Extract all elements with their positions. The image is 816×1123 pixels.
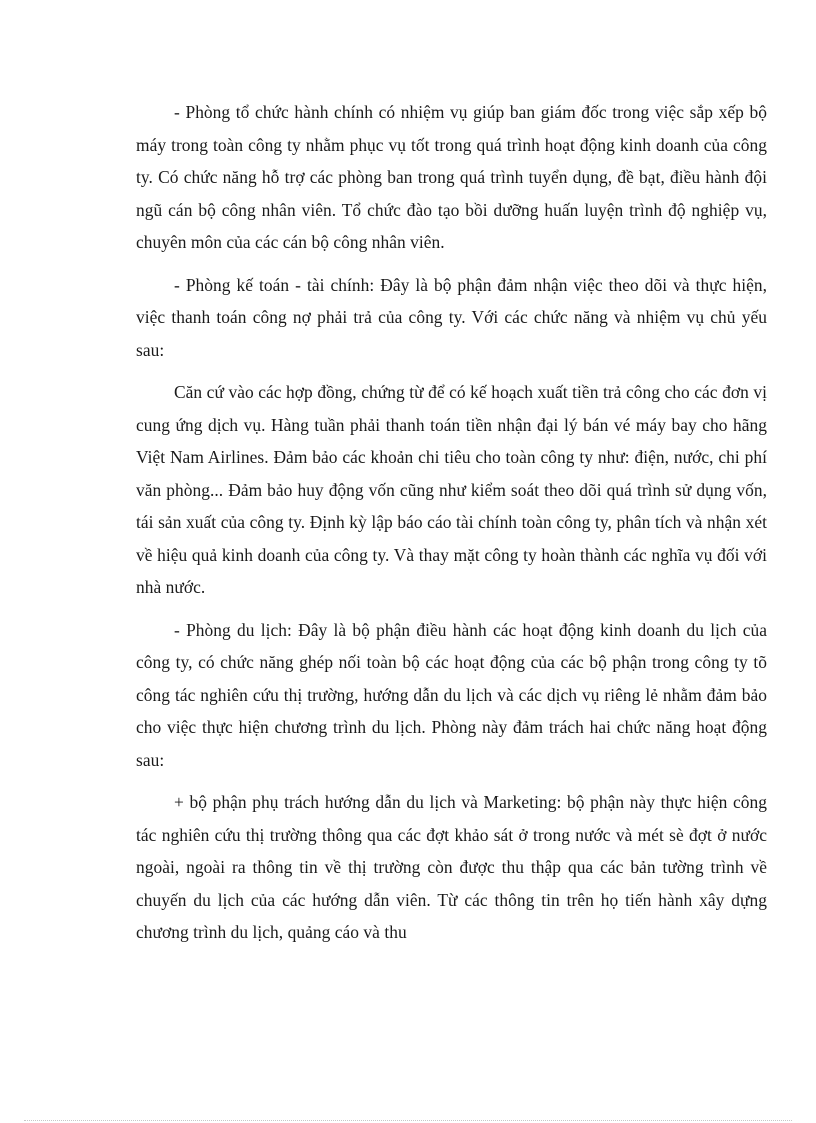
paragraph-accounting-department: - Phòng kế toán - tài chính: Đây là bộ phận đảm nhận việc theo dõi và thực hiện, việc thanh toán công nợ phải trả của công ty. Với các chức năng và nhiệm vụ chủ yếu sau: xyxy=(136,274,767,360)
paragraph-accounting-duties: Căn cứ vào các hợp đồng, chứng từ để có kế hoạch xuất tiền trả công cho các đơn vị cung ứng dịch vụ. Hàng tuần phải thanh toán tiền nhận đại lý bán vé máy bay cho hãng Việt Nam Airlines. Đảm bảo các khoản chi tiêu cho toàn công ty như: điện, nước, chi phí văn phòng... Đảm bảo huy động vốn cũng như kiểm soát theo dõi quá trình sử dụng vốn, tái sản xuất của công ty. Định kỳ lập báo cáo tài chính toàn công ty, phân tích và nhận xét về hiệu quả kinh doanh của công ty. Và thay mặt công ty hoàn thành các nghĩa vụ đối với nhà nước. xyxy=(136,382,767,597)
document-page xyxy=(136,96,767,959)
paragraph-guide-marketing: + bộ phận phụ trách hướng dẫn du lịch và Marketing: bộ phận này thực hiện công tác nghiên cứu thị trường thông qua các đợt khảo sát ở trong nước và mét sè đợt ở nước ngoài, ngoài ra thông tin về thị trường còn được thu thập qua các bản tường trình về chuyến du lịch của các hướng dẫn viên. Từ các thông tin trên họ tiến hành xây dựng chương trình du lịch, quảng cáo và thu xyxy=(136,792,767,942)
paragraph-tourism-department: - Phòng du lịch: Đây là bộ phận điều hành các hoạt động kinh doanh du lịch của công ty, có chức năng ghép nối toàn bộ các hoạt động của các bộ phận trong công ty tõ công tác nghiên cứu thị trường, hướng dẫn du lịch và các dịch vụ riêng lẻ nhằm đảm bảo cho việc thực hiện chương trình du lịch. Phòng này đảm trách hai chức năng hoạt động sau: xyxy=(136,619,767,770)
page-bottom-divider xyxy=(24,1120,792,1121)
paragraph-admin-department: - Phòng tổ chức hành chính có nhiệm vụ giúp ban giám đốc trong việc sắp xếp bộ máy trong toàn công ty nhằm phục vụ tốt trong quá trình hoạt động kinh doanh của công ty. Có chức năng hỗ trợ các phòng ban trong quá trình tuyển dụng, đề bạt, điều hành đội ngũ cán bộ công nhân viên. Tổ chức đào tạo bồi dưỡng huấn luyện trình độ nghiệp vụ, chuyên môn của các cán bộ công nhân viên. xyxy=(136,102,767,252)
